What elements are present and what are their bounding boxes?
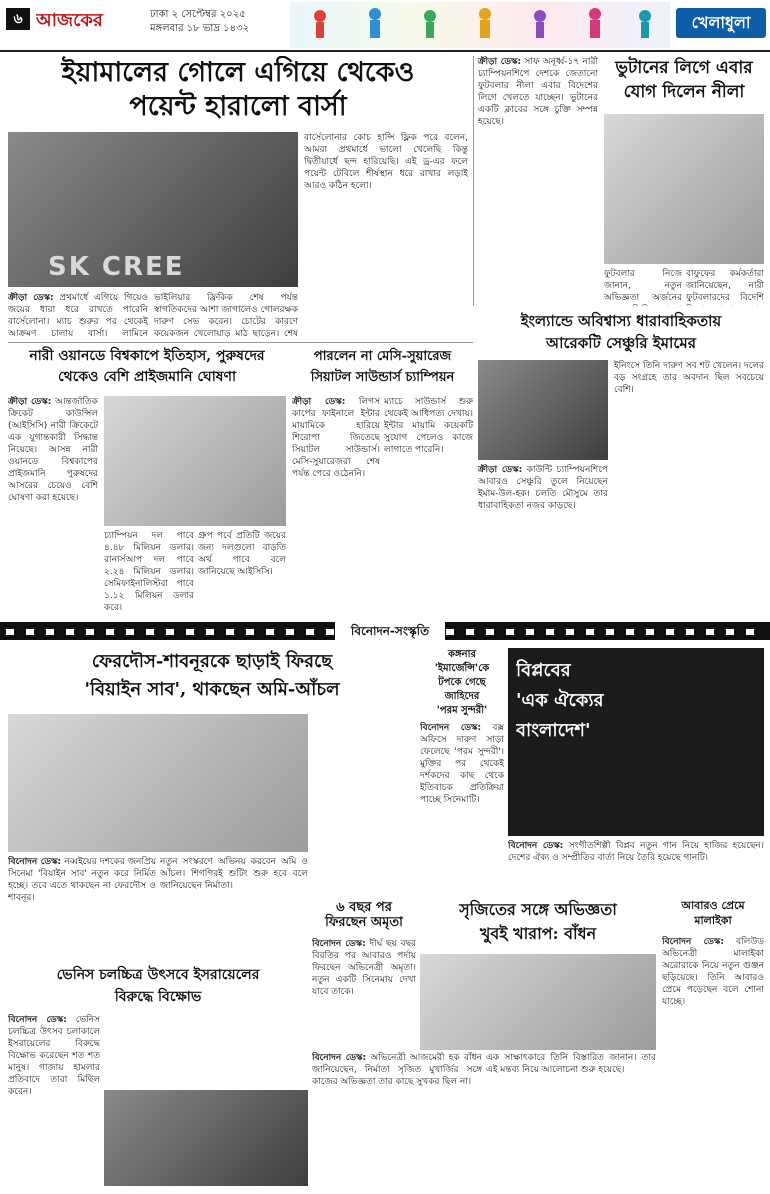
srijit-photo: [420, 954, 656, 1050]
section-label: খেলাধুলা: [676, 8, 766, 38]
date-line-1: ঢাকা ২ সেপ্টেম্বর ২০২৫: [150, 9, 246, 20]
bhutan-body-col1: ক্রীড়া ডেস্ক: সাফ অনূর্ধ্ব-১৭ নারী চ্যাম্পিয়নশিপে দেশকে জেতানো ফুটবলার নীলা এবার বিদেশের লিগে খেলতে যাচ্ছেন। ভুটানের একটি ক্লাবের সঙ্গে চুক্তি সম্পন্ন হয়েছে।: [478, 57, 598, 127]
srijit-headline: সৃজিতের সঙ্গে অভিজ্ঞতা খুবই খারাপ: বাঁধন: [459, 900, 617, 943]
imam-photo: [478, 360, 608, 460]
amrita-body: বিনোদন ডেস্ক: দীর্ঘ ছয় বছর বিরতির পর আবারও পর্দায় ফিরছেন অভিনেত্রী অমৃতা। নতুন একটি সিনেমায় দেখা যাবে তাকে।: [312, 939, 416, 997]
nila-photo: [604, 114, 764, 264]
bhutan-body-col3: বাফুফের কর্মকর্তারা জানিয়েছেন, নারী ফুটবলারদের বিদেশি: [686, 269, 764, 303]
dateline: [150, 8, 290, 44]
imam-body-col2: ইনিংসে তিনি দারুণ সব শট খেলেন। দলের বড় সংগ্রহে তার অবদান ছিল সবচেয়ে বেশি।: [614, 361, 764, 395]
lead-body-col2: ভাইলিয়ার ফ্রিকিক শেষ পর্যন্ত স্বাগতিকদের আশা জাগালেও গোলরক্ষক দারুণ সেভ করেন। চোটের কারণে কয়েকজন খেলোয়াড় মাঠ ছাড়েন। শেষ: [154, 293, 298, 338]
ferdous-headline: ফেরদৌস-শাবনূরকে ছাড়াই ফিরছে 'বিয়াইন সাব', থাকছেন অমি-আঁচল: [84, 651, 340, 700]
newspaper-logo: আজকের: [36, 10, 103, 31]
women-wc-photo: [104, 396, 286, 526]
jahid-headline: কঙ্গনার 'ইমার্জেন্সি'কে টপকে গেছে জাহিদের 'পরম সুন্দরী': [434, 649, 490, 716]
lead-headline: ইয়ামালের গোলে এগিয়ে থেকেও পয়েন্ট হারালো বার্সা: [61, 57, 415, 122]
messi-body-col1: ক্রীড়া ডেস্ক: লিগস কাপের ফাইনালে ইন্টার মায়ামিকে হারিয়ে শিরোপা জিতেছে সিয়াটল সাউন্ডার্স। মেসি-সুয়ারেজরা শেষ পর্যন্ত পেরে ওঠেননি।: [292, 397, 380, 479]
ferdous-body-col2: নতুন সংস্করণে অভিনয় করবেন অমি ও আঁচল। শিগগিরই শুটিং শুরু হবে বলে জানিয়েছেন নির্মাতা।: [160, 857, 308, 891]
page-header: [0, 0, 770, 52]
bhutan-body-col2: ফুটবলার নিজে জানান, নতুন অভিজ্ঞতা অর্জনের: [604, 269, 682, 303]
sports-figures-banner: [290, 2, 670, 48]
venice-headline: ভেনিস চলচ্চিত্র উৎসবে ইসরায়েলের বিরুদ্ধে বিক্ষোভ: [56, 967, 260, 1005]
jahid-body: বিনোদন ডেস্ক: বক্স অফিসে দারুণ সাড়া ফেলেছে 'পরম সুন্দরী'। মুক্তির পর থেকেই দর্শকদের কাছ থেকে ইতিবাচক প্রতিক্রিয়া পাচ্ছে সিনেমাটি।: [420, 723, 504, 805]
srijit-body-col1: বিনোদন ডেস্ক: অভিনেত্রী আজমেরী হক বাঁধন জানিয়েছেন, নির্মাতা সৃজিত মুখার্জির সঙ্গে কাজের অভিজ্ঞতা তার কাছে সুখকর ছিল না।: [312, 1053, 482, 1087]
date-line-2: মঙ্গলবার ১৮ ভাদ্র ১৪৩২: [150, 23, 250, 34]
biplob-headline: বিপ্লবের 'এক ঐক্যের বাংলাদেশ': [516, 660, 604, 741]
lead-body-col1: ক্রীড়া ডেস্ক: প্রথমার্ধে এগিয়ে গিয়েও জয়ের ধারা ধরে রাখতে পারেনি বার্সেলোনা। ম্যাচ শুরুর পর থেকেই আক্রমণ চালায় বার্সা। লামিনে: [8, 293, 148, 338]
imam-body-col1: ক্রীড়া ডেস্ক: কাউন্টি চ্যাম্পিয়নশিপে আবারও সেঞ্চুরি তুলে নিয়েছেন ইমাম-উল-হক। চলতি মৌসুমে তার ধারাবাহিকতা নজর কাড়ছে।: [478, 465, 608, 511]
story-rule: [8, 342, 473, 343]
page-number: ৬: [6, 8, 30, 30]
section-divider-label: বিনোদন-সংস্কৃতি: [335, 622, 445, 640]
ferdous-body-col1: বিনোদন ডেস্ক: নব্বইয়ের দশকের জনপ্রিয় সিনেমা 'বিয়াইন সাব' নতুন করে নির্মিত হচ্ছে। তবে এতে থাকছেন না ফেরদৌস ও শাবনূর।: [8, 857, 156, 903]
malaika-headline: আবারও প্রেমে মালাইকা: [681, 899, 745, 927]
srijit-body-col2: এক সাক্ষাৎকারে তিনি বিস্তারিত জানান। তার এই মন্তব্য নিয়ে আলোচনা শুরু হয়েছে।: [486, 1053, 656, 1075]
imam-headline: ইংল্যান্ডে অবিশ্বাস্য ধারাবাহিকতায় আরেকটি সেঞ্চুরি ইমামের: [520, 312, 722, 352]
women-wc-body-col1: ক্রীড়া ডেস্ক: আন্তর্জাতিক ক্রিকেট কাউন্সিল (আইসিসি) নারী ক্রিকেটে এক যুগান্তকারী সিদ্ধান্ত নিয়েছে। আসন্ন নারী ওয়ানডে বিশ্বকাপের প্রাইজমানি পুরুষদের আসরের চেয়েও বেশি ঘোষণা করা হয়েছে।: [8, 397, 98, 503]
biplob-photo: [508, 648, 764, 836]
ferdous-photo: [8, 714, 308, 852]
women-wc-body-col3: গ্রুপ পর্বে প্রতিটি জয়ের জন্য দলগুলো বাড়তি অর্থ পাবে বলে জানিয়েছে আইসিসি।: [198, 531, 286, 577]
messi-headline: পারলেন না মেসি-সুয়ারেজ সিয়াটল সাউন্ডার্স চ্যাম্পিয়ন: [310, 349, 455, 385]
messi-body-col2: ম্যাচে সাউন্ডার্স শুরু থেকেই আধিপত্য দেখায়। ইন্টার মায়ামি কয়েকটি সুযোগ পেলেও কাজে লাগাতে পারেনি।: [384, 397, 473, 455]
column-rule: [473, 56, 474, 306]
venice-body: বিনোদন ডেস্ক: ভেনিস চলচ্চিত্র উৎসব চলাকালে ইসরায়েলের বিরুদ্ধে বিক্ষোভ করেছেন শত শত মানুষ। গাজায় হামলার প্রতিবাদে তারা মিছিল করেন।: [8, 1015, 100, 1097]
lead-body-col3: বার্সেলোনার কোচ হান্সি ফ্লিক পরে বলেন, আমরা প্রথমার্ধে ভালো খেলেছি কিন্তু দ্বিতীয়ার্ধে ছন্দ হারিয়েছি। এই ড্র-এর ফলে পয়েন্ট টেবিলে শীর্ষস্থান ধরে রাখার লড়াই আরও কঠিন হলো।: [304, 133, 468, 191]
lead-photo: [8, 132, 298, 287]
lead-photo-board-text: SK CREE: [48, 252, 185, 282]
sports-silhouettes-icon: [290, 2, 670, 48]
venice-photo: [104, 1090, 308, 1186]
women-wc-headline: নারী ওয়ানডে বিশ্বকাপে ইতিহাস, পুরুষদের থেকেও বেশি প্রাইজমানি ঘোষণা: [29, 348, 265, 385]
women-wc-body-col2: চ্যাম্পিয়ন দল পাবে ৪.৪৮ মিলিয়ন ডলার। রানার্সআপ দল পাবে ২.২৪ মিলিয়ন ডলার। সেমিফাইনালিস্টরা পাবে ১.১২ মিলিয়ন ডলার করে।: [104, 531, 194, 613]
biplob-body: বিনোদন ডেস্ক: সংগীতশিল্পী বিপ্লব নতুন গান নিয়ে হাজির হয়েছেন। দেশের ঐক্য ও সম্প্রীতির বার্তা নিয়ে তৈরি হয়েছে গানটি।: [508, 841, 764, 863]
bhutan-headline: ভুটানের লিগে এবার যোগ দিলেন নীলা: [615, 58, 753, 102]
amrita-headline: ৬ বছর পর ফিরছেন অমৃতা: [325, 900, 403, 930]
malaika-body: বিনোদন ডেস্ক: বলিউড অভিনেত্রী মালাইকা অরোরাকে নিয়ে নতুন গুঞ্জন ছড়িয়েছে। তিনি আবারও প্রেমে পড়েছেন বলে শোনা যাচ্ছে।: [662, 937, 764, 1007]
